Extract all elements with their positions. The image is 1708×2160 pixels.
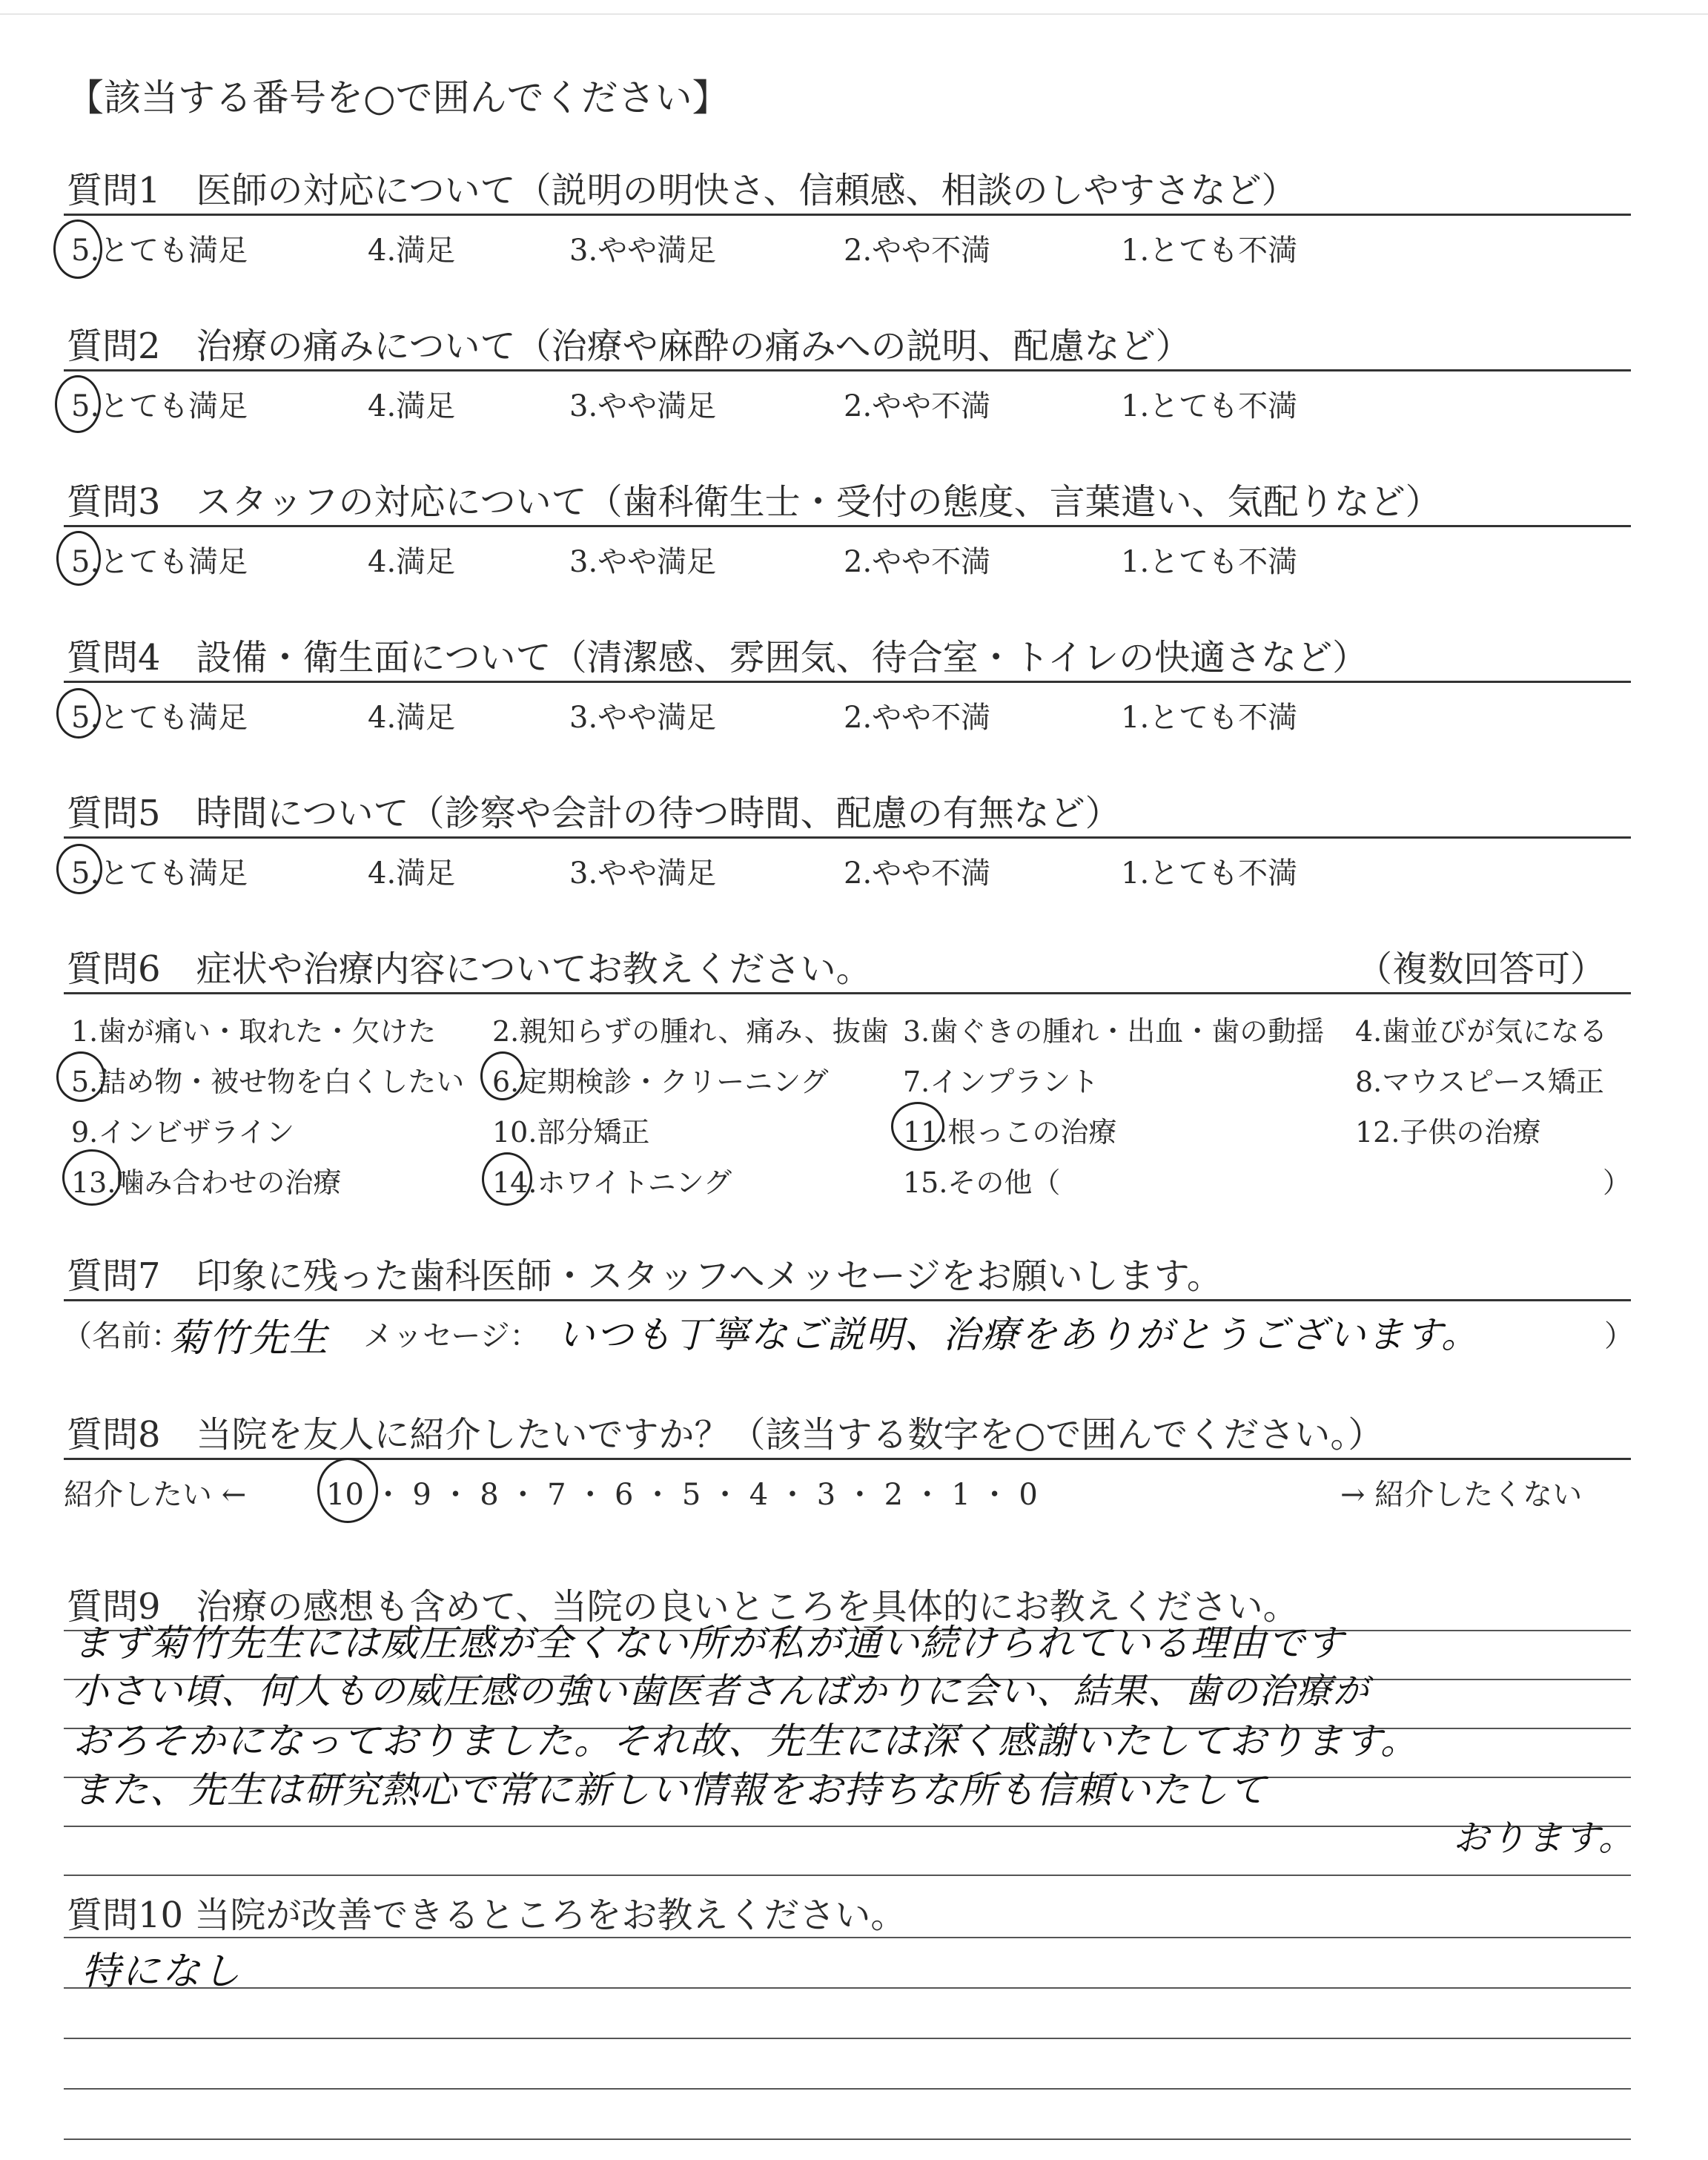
q8-scale-0[interactable]: 0	[1019, 1478, 1038, 1512]
q8-scale-separator: ・	[566, 1478, 615, 1512]
q6-circle-6	[480, 1051, 525, 1100]
q10-rule-1	[64, 1937, 1631, 1938]
q6-option-14[interactable]: 14.ホワイトニング	[492, 1166, 732, 1199]
q5-option-4[interactable]: 4.満足	[368, 856, 456, 891]
q4-option-5[interactable]: 5.とても満足	[71, 701, 248, 735]
q8-selection-circle	[317, 1458, 378, 1523]
q6-option-2[interactable]: 2.親知らずの腫れ、痛み、抜歯	[492, 1015, 889, 1048]
q3-title: 質問3 スタッフの対応について（歯科衛生士・受付の態度、言葉遣い、気配りなど）	[67, 481, 1441, 523]
q6-option-6[interactable]: 6.定期検診・クリーニング	[492, 1066, 829, 1098]
q10-title: 質問10 当院が改善できるところをお教えください。	[67, 1895, 907, 1936]
q4-title: 質問4 設備・衛生面について（清潔感、雰囲気、待合室・トイレの快適さなど）	[67, 637, 1368, 678]
q5-rule	[64, 836, 1631, 839]
q8-scale-9[interactable]: 9	[412, 1478, 431, 1512]
q1-option-1[interactable]: 1.とても不満	[1121, 234, 1298, 268]
q6-option-7[interactable]: 7.インプラント	[903, 1066, 1099, 1098]
q5-option-2[interactable]: 2.やや不満	[844, 856, 991, 891]
q6-option-9[interactable]: 9.インビザライン	[71, 1116, 295, 1149]
q3-option-3[interactable]: 3.やや満足	[569, 545, 717, 579]
q2-option-3[interactable]: 3.やや満足	[569, 389, 717, 423]
q8-scale-8[interactable]: 8	[480, 1478, 499, 1512]
q6-option-13[interactable]: 13.噛み合わせの治療	[71, 1166, 342, 1199]
q4-option-1[interactable]: 1.とても不満	[1121, 701, 1298, 735]
q8-scale-1[interactable]: 1	[951, 1478, 970, 1512]
q1-option-3[interactable]: 3.やや満足	[569, 234, 717, 268]
q6-circle-5	[56, 1051, 105, 1102]
q8-rule	[64, 1458, 1631, 1460]
q4-rule	[64, 681, 1631, 683]
q8-scale-separator: ・	[701, 1478, 749, 1512]
q8-scale-separator: ・	[903, 1478, 952, 1512]
q6-option-8[interactable]: 8.マウスピース矯正	[1355, 1066, 1604, 1098]
q8-scale-4[interactable]: 4	[749, 1478, 769, 1512]
q8-scale-3[interactable]: 3	[816, 1478, 836, 1512]
q8-scale-2[interactable]: 2	[884, 1478, 904, 1512]
q7-message-value[interactable]: いつも丁寧なご説明、治療をありがとうございます。	[557, 1313, 1480, 1356]
q6-circle-14	[482, 1152, 532, 1206]
q3-selection-circle	[56, 531, 101, 586]
q4-option-4[interactable]: 4.満足	[368, 701, 456, 735]
q6-option-3[interactable]: 3.歯ぐきの腫れ・出血・歯の動揺	[903, 1015, 1325, 1048]
q4-option-2[interactable]: 2.やや不満	[844, 701, 991, 735]
q2-option-1[interactable]: 1.とても不満	[1121, 389, 1298, 423]
q6-circle-11	[891, 1102, 944, 1151]
q7-title: 質問7 印象に残った歯科医師・スタッフへメッセージをお願いします。	[67, 1255, 1222, 1297]
q3-option-4[interactable]: 4.満足	[368, 545, 456, 579]
q9-answer-line-1[interactable]: まず菊竹先生には威圧感が全くない所が私が通い続けられている理由です	[73, 1622, 1345, 1665]
q9-title: 質問9 治療の感想も含めて、当院の良いところを具体的にお教えください。	[67, 1586, 1299, 1628]
q5-option-3[interactable]: 3.やや満足	[569, 856, 717, 891]
q8-scale-separator: ・	[768, 1478, 817, 1512]
q1-option-5[interactable]: 5.とても満足	[71, 234, 248, 268]
q8-scale-separator: ・	[835, 1478, 884, 1512]
top-border	[0, 13, 1708, 15]
q8-scale-separator: ・	[498, 1478, 548, 1512]
q3-option-2[interactable]: 2.やや不満	[844, 545, 991, 579]
q1-selection-circle	[53, 219, 102, 279]
q2-rule	[64, 369, 1631, 371]
q2-title: 質問2 治療の痛みについて（治療や麻酔の痛みへの説明、配慮など）	[67, 326, 1191, 367]
q10-rule-2	[64, 1987, 1631, 1989]
q3-option-5[interactable]: 5.とても満足	[71, 545, 248, 579]
q6-option-15-close: ）	[1603, 1166, 1632, 1199]
q7-message-label: メッセージ：	[363, 1319, 540, 1353]
q1-rule	[64, 214, 1631, 216]
q8-right-label: → 紹介したくない	[1340, 1478, 1583, 1512]
q5-title: 質問5 時間について（診察や会計の待つ時間、配慮の有無など）	[67, 793, 1121, 834]
q9-answer-line-4[interactable]: また、先生は研究熱心で常に新しい情報をお持ちな所も信頼いたして	[73, 1768, 1268, 1811]
q2-option-5[interactable]: 5.とても満足	[71, 389, 248, 423]
q6-option-1[interactable]: 1.歯が痛い・取れた・欠けた	[71, 1015, 437, 1048]
q6-note: （複数回答可）	[1357, 948, 1606, 990]
q5-selection-circle	[56, 844, 102, 894]
q2-option-2[interactable]: 2.やや不満	[844, 389, 991, 423]
q10-rule-4	[64, 2088, 1631, 2090]
q6-rule	[64, 992, 1631, 994]
q6-option-5[interactable]: 5.詰め物・被せ物を白くしたい	[71, 1066, 465, 1098]
q10-rule-5	[64, 2138, 1631, 2140]
q7-name-label: （名前：	[62, 1319, 181, 1353]
q1-option-4[interactable]: 4.満足	[368, 234, 456, 268]
page-heading: 【該当する番号を○で囲んでください】	[67, 76, 729, 119]
q3-rule	[64, 525, 1631, 527]
q6-title: 質問6 症状や治療内容についてお教えください。	[67, 948, 872, 990]
q8-scale-separator: ・	[970, 1478, 1019, 1512]
q8-scale-6[interactable]: 6	[615, 1478, 634, 1512]
q9-answer-line-5[interactable]: おります。	[1453, 1817, 1636, 1859]
q6-circle-13	[62, 1149, 122, 1206]
q4-option-3[interactable]: 3.やや満足	[569, 701, 717, 735]
q9-answer-line-2[interactable]: 小さい頃、何人もの威圧感の強い歯医者さんばかりに会い、結果、歯の治療が	[73, 1671, 1371, 1712]
q4-selection-circle	[56, 688, 101, 739]
q8-title: 質問8 当院を友人に紹介したいですか？（該当する数字を○で囲んでください。）	[67, 1414, 1384, 1456]
q7-rule	[64, 1299, 1631, 1301]
q2-option-4[interactable]: 4.満足	[368, 389, 456, 423]
q8-scale-5[interactable]: 5	[681, 1478, 701, 1512]
q3-option-1[interactable]: 1.とても不満	[1121, 545, 1298, 579]
q9-answer-line-3[interactable]: おろそかになっておりました。それ故、先生には深く感謝いたしております。	[73, 1720, 1419, 1763]
q6-option-15[interactable]: 15.その他（	[903, 1166, 1061, 1199]
q10-rule-3	[64, 2038, 1631, 2039]
q8-left-label: 紹介したい ←	[64, 1478, 247, 1512]
q8-scale-7[interactable]: 7	[547, 1478, 566, 1512]
q10-answer[interactable]: 特になし	[82, 1949, 242, 1994]
q6-option-10[interactable]: 10.部分矯正	[492, 1116, 650, 1149]
q2-selection-circle	[55, 375, 101, 433]
q8-scale	[326, 1471, 1038, 1513]
q1-option-2[interactable]: 2.やや不満	[844, 234, 991, 268]
q1-title: 質問1 医師の対応について（説明の明快さ、信頼感、相談のしやすさなど）	[67, 170, 1297, 211]
q7-close-paren: ）	[1604, 1319, 1634, 1353]
q6-option-4[interactable]: 4.歯並びが気になる	[1355, 1015, 1608, 1048]
q8-scale-separator: ・	[633, 1478, 682, 1512]
q6-option-11[interactable]: 11.根っこの治療	[903, 1116, 1117, 1149]
q9-rule-5	[64, 1826, 1631, 1827]
q8-scale-separator: ・	[363, 1478, 413, 1512]
q8-scale-10[interactable]: 10	[326, 1478, 364, 1512]
q7-name-value[interactable]: 菊竹先生	[169, 1316, 330, 1361]
q6-option-12[interactable]: 12.子供の治療	[1355, 1116, 1541, 1149]
q9-rule-6	[64, 1875, 1631, 1876]
q8-scale-separator: ・	[431, 1478, 480, 1512]
q5-option-5[interactable]: 5.とても満足	[71, 856, 248, 891]
q5-option-1[interactable]: 1.とても不満	[1121, 856, 1298, 891]
